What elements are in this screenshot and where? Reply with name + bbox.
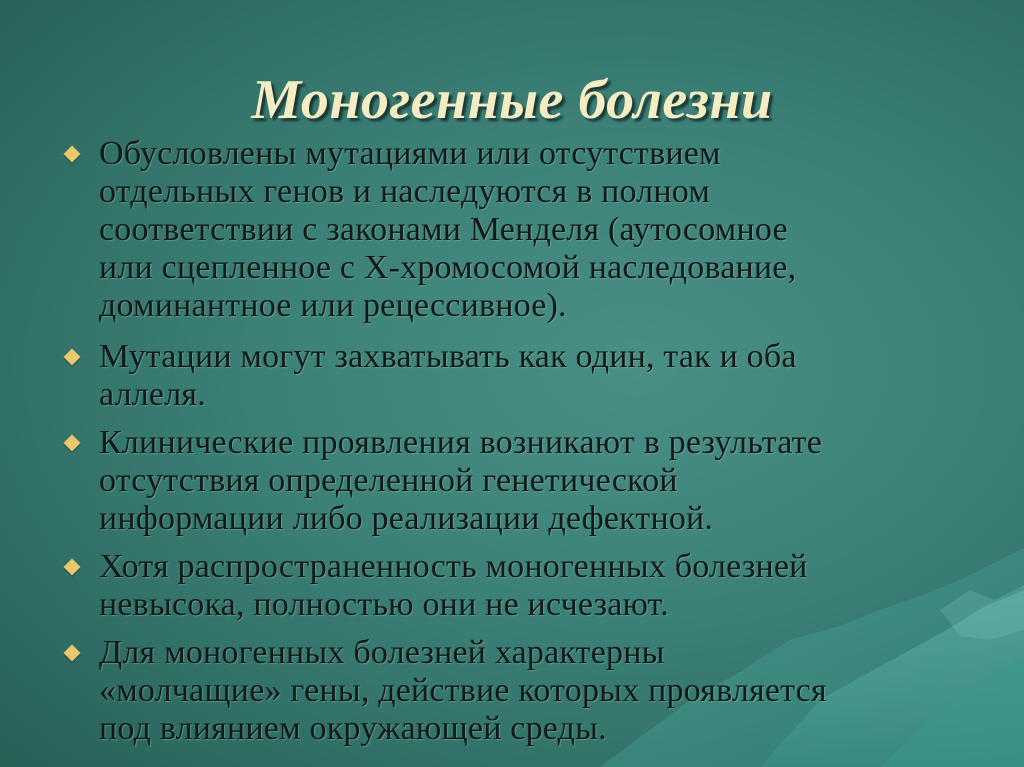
bullet-text: Обусловлены мутациями или отсутствием отдельных генов и наследуются в полном соответствии с законами Менделя (аутосомное или сцепленное с Х-хромосомой наследование, доминантное или рецессивное). bbox=[99, 135, 797, 324]
slide-title: Моногенные болезни bbox=[251, 69, 773, 131]
bullet-text: Мутации могут захватывать как один, так и оба аллеля. bbox=[99, 338, 797, 413]
bullet-text: Клинические проявления возникают в результате отсутствия определенной генетической информации либо реализации дефектной. bbox=[99, 424, 822, 537]
bullet-text: Для моногенных болезней характерны «молчащие» гены, действие которых проявляется под влиянием окружающей среды. bbox=[99, 634, 827, 747]
bullet-text: Хотя распространенность моногенных болезней невысока, полностью они не исчезают. bbox=[99, 548, 808, 623]
